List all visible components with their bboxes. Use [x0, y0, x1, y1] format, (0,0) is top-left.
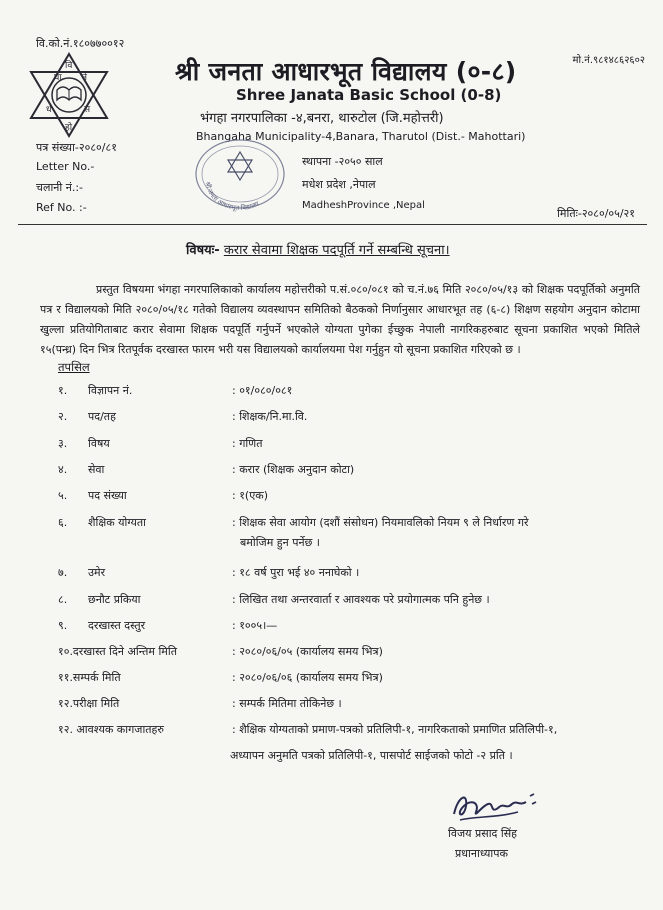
row-label: १०.दरखास्त दिने अन्तिम मिति [58, 645, 177, 658]
logo-letter: स [84, 105, 91, 115]
details-heading: तपसिल [58, 360, 90, 374]
subject-label: विषयः- [186, 243, 220, 258]
notice-date: मितिः-२०८०/०५/२१ [557, 207, 635, 220]
logo-letter: हो [65, 123, 73, 133]
address-nepali: भंगहा नगरपालिका -४,बनरा, थारुटोल (जि.महोत्तरी) [200, 111, 444, 126]
detail-row-post-count [58, 488, 638, 508]
detail-row-deadline [58, 644, 638, 664]
row-value: : सम्पर्क मितिमा तोकिनेछ । [232, 697, 342, 710]
letter-number: Letter No.- [36, 160, 95, 173]
logo-letter: ध [46, 105, 52, 115]
school-name-nepali: श्री जनता आधारभूत विद्यालय (०-८) [175, 57, 517, 86]
detail-row-subject [58, 436, 638, 456]
school-stamp [192, 136, 288, 212]
detail-row-documents [58, 722, 638, 762]
detail-row-age [58, 565, 638, 585]
handwritten-signature [446, 784, 546, 828]
row-label: पद संख्या [88, 489, 127, 502]
province-nepali: मधेश प्रदेश ,नेपाल [302, 178, 376, 191]
patra-sankhya: पत्र संख्या-२०८०/८१ [36, 141, 117, 154]
row-value: : १००५।— [232, 619, 278, 632]
logo-letter: ने [82, 73, 87, 83]
row-value: : गणित [232, 437, 263, 450]
address-english: Bhangaha Municipality-4,Banara, Tharutol (Dist.- Mahottari) [196, 130, 526, 143]
mobile-number: मो.नं.९८१४८६२६०२ [572, 55, 645, 66]
subject-line [186, 240, 450, 258]
province-english: MadheshProvince ,Nepal [302, 200, 425, 211]
row-value: : लिखित तथा अन्तरवार्ता र आवश्यक परे प्रयोगात्मक पनि हुनेछ । [232, 593, 490, 606]
row-label: छनौट प्रकिया [88, 593, 141, 606]
row-number: ५. [58, 489, 68, 502]
detail-row-fee [58, 618, 638, 638]
row-value-continued: अध्यापन अनुमति पत्रको प्रतिलिपी-१, पासपोर्ट साईजको फोटो -२ प्रति । [230, 749, 513, 762]
header-divider [18, 224, 647, 225]
row-value: : शिक्षक सेवा आयोग (दशौं संसोधन) नियमावलिको नियम ९ ले निर्धारण गरे [232, 516, 529, 529]
row-number: १. [58, 384, 68, 397]
row-value: : शैक्षिक योग्यताको प्रमाण-पत्रको प्रतिलिपी-१, नागरिकताको प्रमाणित प्रतिलिपी-१, [232, 723, 558, 736]
row-label: शैक्षिक योग्यता [88, 516, 146, 529]
row-number: ९. [58, 619, 68, 632]
row-value: : शिक्षक/नि.मा.वि. [232, 410, 308, 423]
row-number: ६. [58, 516, 68, 529]
row-value: : २०८०/०६/०५ (कार्यालय समय भित्र) [232, 645, 383, 658]
detail-row-exam-date [58, 696, 638, 716]
notice-body: प्रस्तुत विषयमा भंगहा नगरपालिकाको कार्यालय महोत्तरीको प.सं.०८०/०८१ को च.नं.७६ मिति २०८०/०५/१३ को शिक्षक पदपूर्तिको अनुमति पत्र र विद्यालयको मिति २०८०/०५/१८ गतेको विद्यालय व्यवस्थापन समितिको बैठकको निर्णानुसार आधारभूत तह (६-८) शिक्षण सहयोग अनुदान कोटामा खुल्ला प्रतियोगिताबाट करार सेवामा शिक्षक पदपूर्ति गर्नुपर्ने भएकोले योग्यता पुगेका ईच्छुक नेपाली नागरिकहरुबाट सूचना प्रकाशित भएको मितिले १५(पन्ध्र) दिन भित्र रितपूर्वक दरखास्त फारम भरी यस विद्यालयको कार्यालयमा पेश गर्नुहुन यो सूचना प्रकाशित गरिएको छ । [40, 283, 640, 356]
row-value: : ०१/०८०/०८१ [232, 384, 293, 397]
established-year: स्थापना -२०५० साल [302, 155, 383, 168]
row-label: विज्ञापन नं. [88, 384, 133, 397]
registration-number: वि.को.नं.१८०७७००१२ [36, 37, 125, 50]
row-label: १२.परीक्षा मिति [58, 697, 120, 710]
row-label: उमेर [88, 566, 106, 579]
detail-row-advertisement [58, 383, 638, 403]
row-label: १२. आवश्यक कागजातहरु [58, 723, 164, 736]
row-label: दरखास्त दस्तुर [88, 619, 146, 632]
row-label: सेवा [88, 463, 105, 476]
row-number: २. [58, 410, 68, 423]
logo-letter: घा [54, 73, 62, 83]
detail-row-contact-date [58, 670, 638, 690]
row-value: : १८ वर्ष पुरा भई ४० ननाघेको । [232, 566, 360, 579]
signatory-title: प्रधानाध्यापक [455, 847, 508, 860]
school-logo-icon [24, 50, 114, 140]
row-number: ४. [58, 463, 68, 476]
subject-text: करार सेवामा शिक्षक पदपूर्ति गर्ने सम्बन्धि सूचना। [223, 243, 450, 258]
school-name-english: Shree Janata Basic School (0-8) [236, 86, 502, 104]
detail-row-service [58, 462, 638, 482]
stamp-text: श्री जनता आधारभूत विद्यालय [203, 181, 261, 212]
row-number: ३. [58, 437, 68, 450]
chalani-number: चलानी नं.:- [36, 181, 84, 194]
svg-text:श्री जनता आधारभूत विद्यालय [204, 181, 261, 212]
row-value: : करार (शिक्षक अनुदान कोटा) [232, 463, 355, 476]
row-number: ८. [58, 593, 68, 606]
row-label: ११.सम्पर्क मिति [58, 671, 121, 684]
reference-number: Ref No. :- [36, 201, 87, 214]
detail-row-post [58, 409, 638, 429]
row-label: पद/तह [88, 410, 116, 423]
detail-row-selection [58, 592, 638, 612]
row-value-continued: बमोजिम हुन पर्नेछ । [240, 536, 320, 549]
detail-row-qualification [58, 515, 638, 549]
row-label: विषय [88, 437, 110, 450]
row-number: ७. [58, 566, 68, 579]
logo-letter: वि [65, 61, 73, 71]
row-value: : १(एक) [232, 489, 269, 502]
row-value: : २०८०/०६/०६ (कार्यालय समय भित्र) [232, 671, 383, 684]
signatory-name: विजय प्रसाद सिंह [448, 827, 518, 840]
